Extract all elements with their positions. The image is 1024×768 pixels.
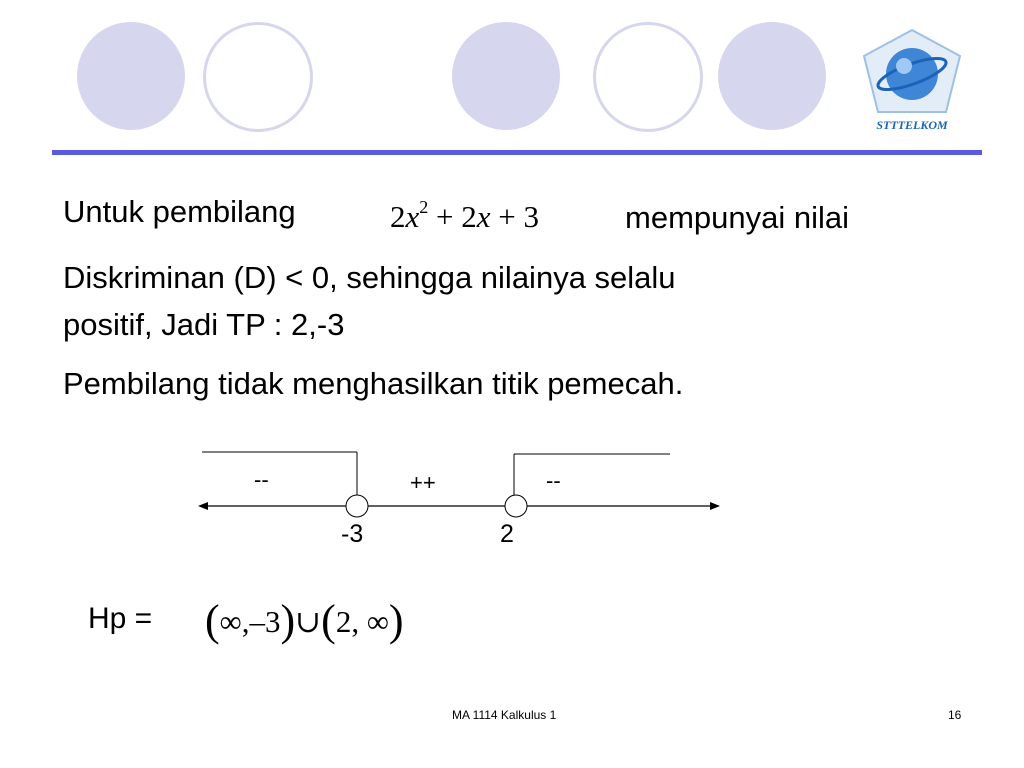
solution-set: (∞,–3)∪(2, ∞) (205, 596, 404, 645)
header-divider (52, 150, 982, 155)
sign-middle: ++ (410, 470, 436, 495)
sign-right: -- (546, 468, 561, 493)
line4: Pembilang tidak menghasilkan titik pemecah. (63, 366, 684, 401)
globe-logo-icon (858, 26, 966, 118)
decor-circle-3 (718, 22, 826, 130)
point-label-2: 2 (500, 520, 514, 548)
logo-text: STTTELKOM (876, 118, 948, 132)
point-label-neg3: -3 (341, 520, 364, 548)
polynomial-expression: $2x^2 + 2x + 3$ (390, 197, 539, 234)
decor-circle-2 (452, 22, 560, 130)
line3: positif, Jadi TP : 2,-3 (63, 307, 345, 342)
hp-label: Hp = (88, 602, 153, 635)
open-point-neg3 (346, 495, 368, 517)
decor-ring-1 (203, 22, 313, 132)
open-point-2 (505, 495, 527, 517)
sttelkom-logo (858, 26, 966, 142)
arrow-right-icon (710, 502, 720, 510)
sign-left: -- (254, 467, 269, 492)
footer-course: MA 1114 Kalkulus 1 (452, 708, 557, 722)
arrow-left-icon (198, 502, 208, 510)
decor-circle-1 (77, 22, 185, 130)
number-line (190, 440, 730, 570)
line2: Diskriminan (D) < 0, sehingga nilainya selalu (63, 260, 676, 295)
line1-prefix: Untuk pembilang (63, 194, 296, 229)
decor-ring-2 (593, 22, 703, 132)
line1-suffix: mempunyai nilai (625, 200, 849, 235)
footer-page-number: 16 (948, 708, 962, 722)
